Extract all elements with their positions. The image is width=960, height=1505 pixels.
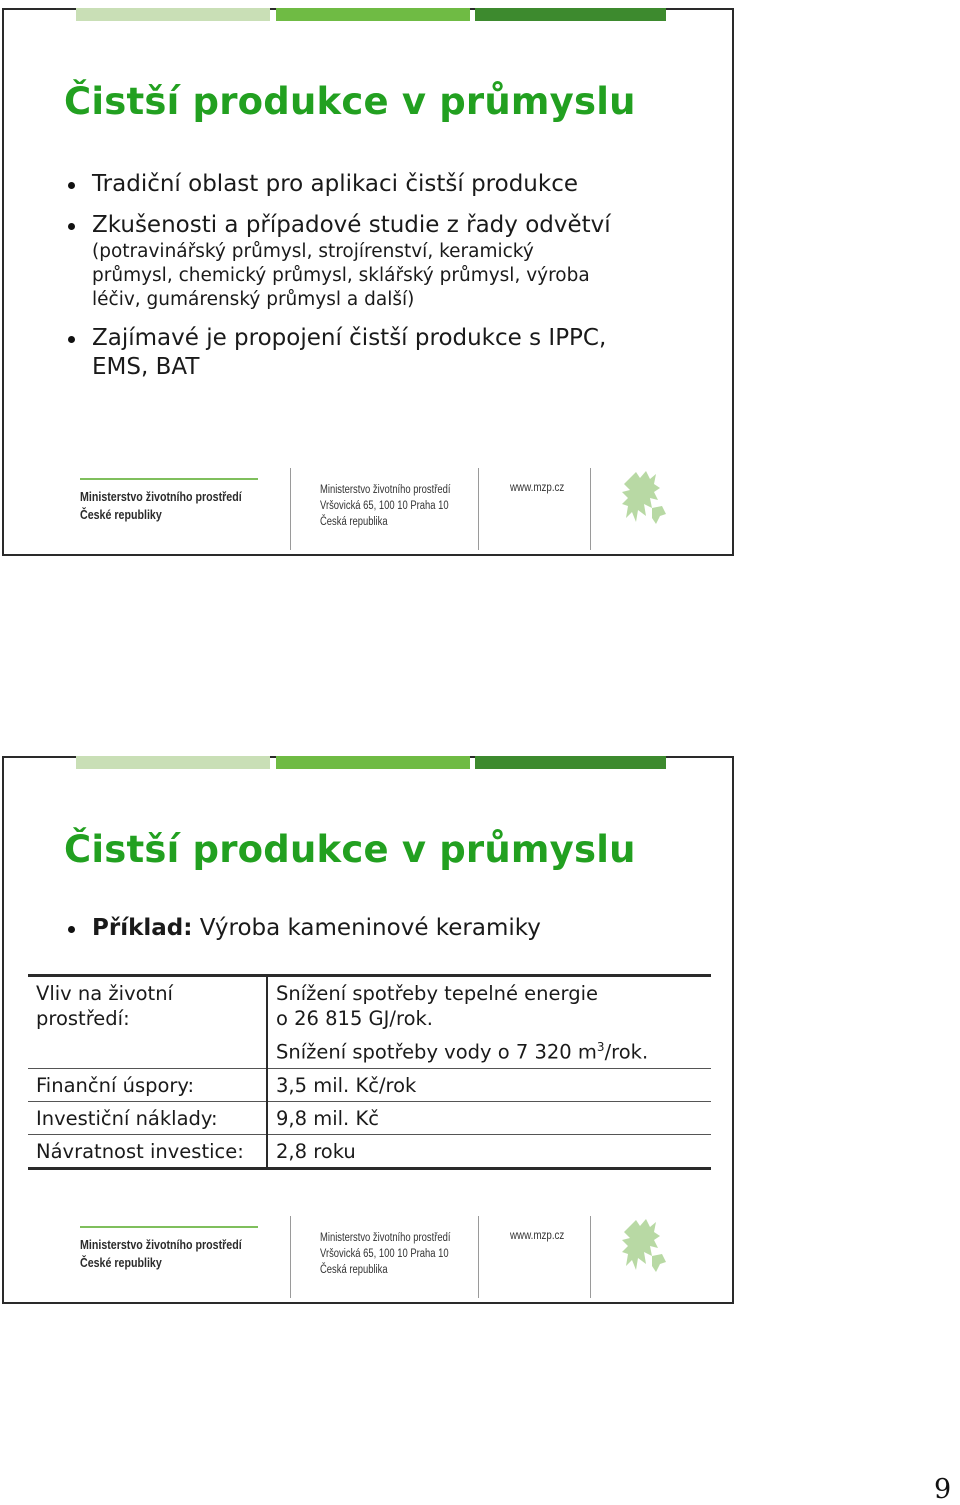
ministry-name: Ministerstvo životního prostředí <box>80 1237 242 1252</box>
cell-text: Snížení spotřeby tepelné energie <box>276 982 598 1005</box>
top-bar-light <box>76 8 270 21</box>
table-row <box>28 1134 711 1168</box>
bullet-text: EMS, BAT <box>92 354 200 380</box>
footer-divider <box>290 1216 291 1298</box>
footer-address <box>320 1230 451 1278</box>
bullet-subtext: průmysl, chemický průmysl, sklářský průmysl, výroba <box>92 265 590 286</box>
table-key-cell: Návratnost investice: <box>28 1134 267 1168</box>
case-study-table <box>28 974 711 1170</box>
table-row <box>28 1101 711 1134</box>
address-line: Ministerstvo životního prostředí <box>320 484 451 496</box>
top-bar-dark <box>475 8 666 21</box>
cell-text-part: Snížení spotřeby vody o 7 320 m <box>276 1040 597 1064</box>
cell-text: Vliv na životní <box>36 982 173 1005</box>
ministry-logo-text <box>80 488 242 524</box>
cell-text: o 26 815 GJ/rok. <box>276 1007 433 1030</box>
table-value-cell <box>267 976 711 1069</box>
bullet-subtext: léčiv, gumárenský průmysl a další) <box>92 289 415 310</box>
table-row <box>28 1068 711 1101</box>
ministry-name: Ministerstvo životního prostředí <box>80 489 242 504</box>
bullet-list <box>64 170 611 382</box>
top-bar-dark <box>475 756 666 769</box>
ministry-line <box>80 478 258 480</box>
bullet-item <box>64 170 611 199</box>
slide-footer <box>4 468 732 554</box>
bullet-item <box>64 211 611 312</box>
footer-website: www.mzp.cz <box>510 1230 565 1242</box>
address-line: Ministerstvo životního prostředí <box>320 1232 451 1244</box>
bullet-text: Zajímavé je propojení čistší produkce s IPPC, <box>92 325 607 351</box>
bullet-dot-icon <box>68 336 75 343</box>
address-line: Vršovická 65, 100 10 Praha 10 <box>320 500 449 512</box>
table-key-cell: Finanční úspory: <box>28 1068 267 1101</box>
superscript: 3 <box>596 1040 605 1054</box>
bullet-text: Zkušenosti a případové studie z řady odvětví <box>92 212 611 238</box>
slide-footer <box>4 1216 732 1302</box>
table-value-cell: 2,8 roku <box>267 1134 711 1168</box>
slide-2 <box>2 756 734 1304</box>
footer-address <box>320 482 451 530</box>
czech-lion-icon <box>616 1216 672 1278</box>
ministry-logo-text <box>80 1236 242 1272</box>
top-bar-mid <box>276 756 470 769</box>
example-bullet <box>64 914 541 943</box>
address-line: Česká republika <box>320 1264 388 1276</box>
footer-website: www.mzp.cz <box>510 482 565 494</box>
address-line: Česká republika <box>320 516 388 528</box>
address-line: Vršovická 65, 100 10 Praha 10 <box>320 1248 449 1260</box>
footer-divider <box>590 468 591 550</box>
footer-divider <box>590 1216 591 1298</box>
cell-text-part: /rok. <box>604 1040 649 1064</box>
footer-divider <box>478 468 479 550</box>
bullet-dot-icon <box>68 926 75 933</box>
table-key-cell: Investiční náklady: <box>28 1101 267 1134</box>
bullet-dot-icon <box>68 182 75 189</box>
slide-title: Čistší produkce v průmyslu <box>64 80 636 123</box>
slide-1 <box>2 8 734 556</box>
bullet-item <box>64 914 541 943</box>
bullet-text: Tradiční oblast pro aplikaci čistší produkce <box>92 171 578 197</box>
ministry-country: České republiky <box>80 1255 162 1270</box>
top-bar-light <box>76 756 270 769</box>
ministry-line <box>80 1226 258 1228</box>
table-row <box>28 976 711 1069</box>
czech-lion-icon <box>616 468 672 530</box>
ministry-country: České republiky <box>80 507 162 522</box>
bullet-item <box>64 324 611 382</box>
table-value-cell: 9,8 mil. Kč <box>267 1101 711 1134</box>
cell-text <box>276 1035 703 1065</box>
top-bar-mid <box>276 8 470 21</box>
example-label: Příklad: <box>92 915 193 941</box>
table-value-cell: 3,5 mil. Kč/rok <box>267 1068 711 1101</box>
slide-title: Čistší produkce v průmyslu <box>64 828 636 871</box>
footer-divider <box>478 1216 479 1298</box>
example-text: Výroba kameninové keramiky <box>199 915 541 941</box>
footer-divider <box>290 468 291 550</box>
cell-text: prostředí: <box>36 1007 130 1030</box>
bullet-dot-icon <box>68 223 75 230</box>
table-key-cell <box>28 976 267 1069</box>
page-number: 9 <box>934 1474 952 1505</box>
bullet-subtext: (potravinářský průmysl, strojírenství, keramický <box>92 241 534 262</box>
